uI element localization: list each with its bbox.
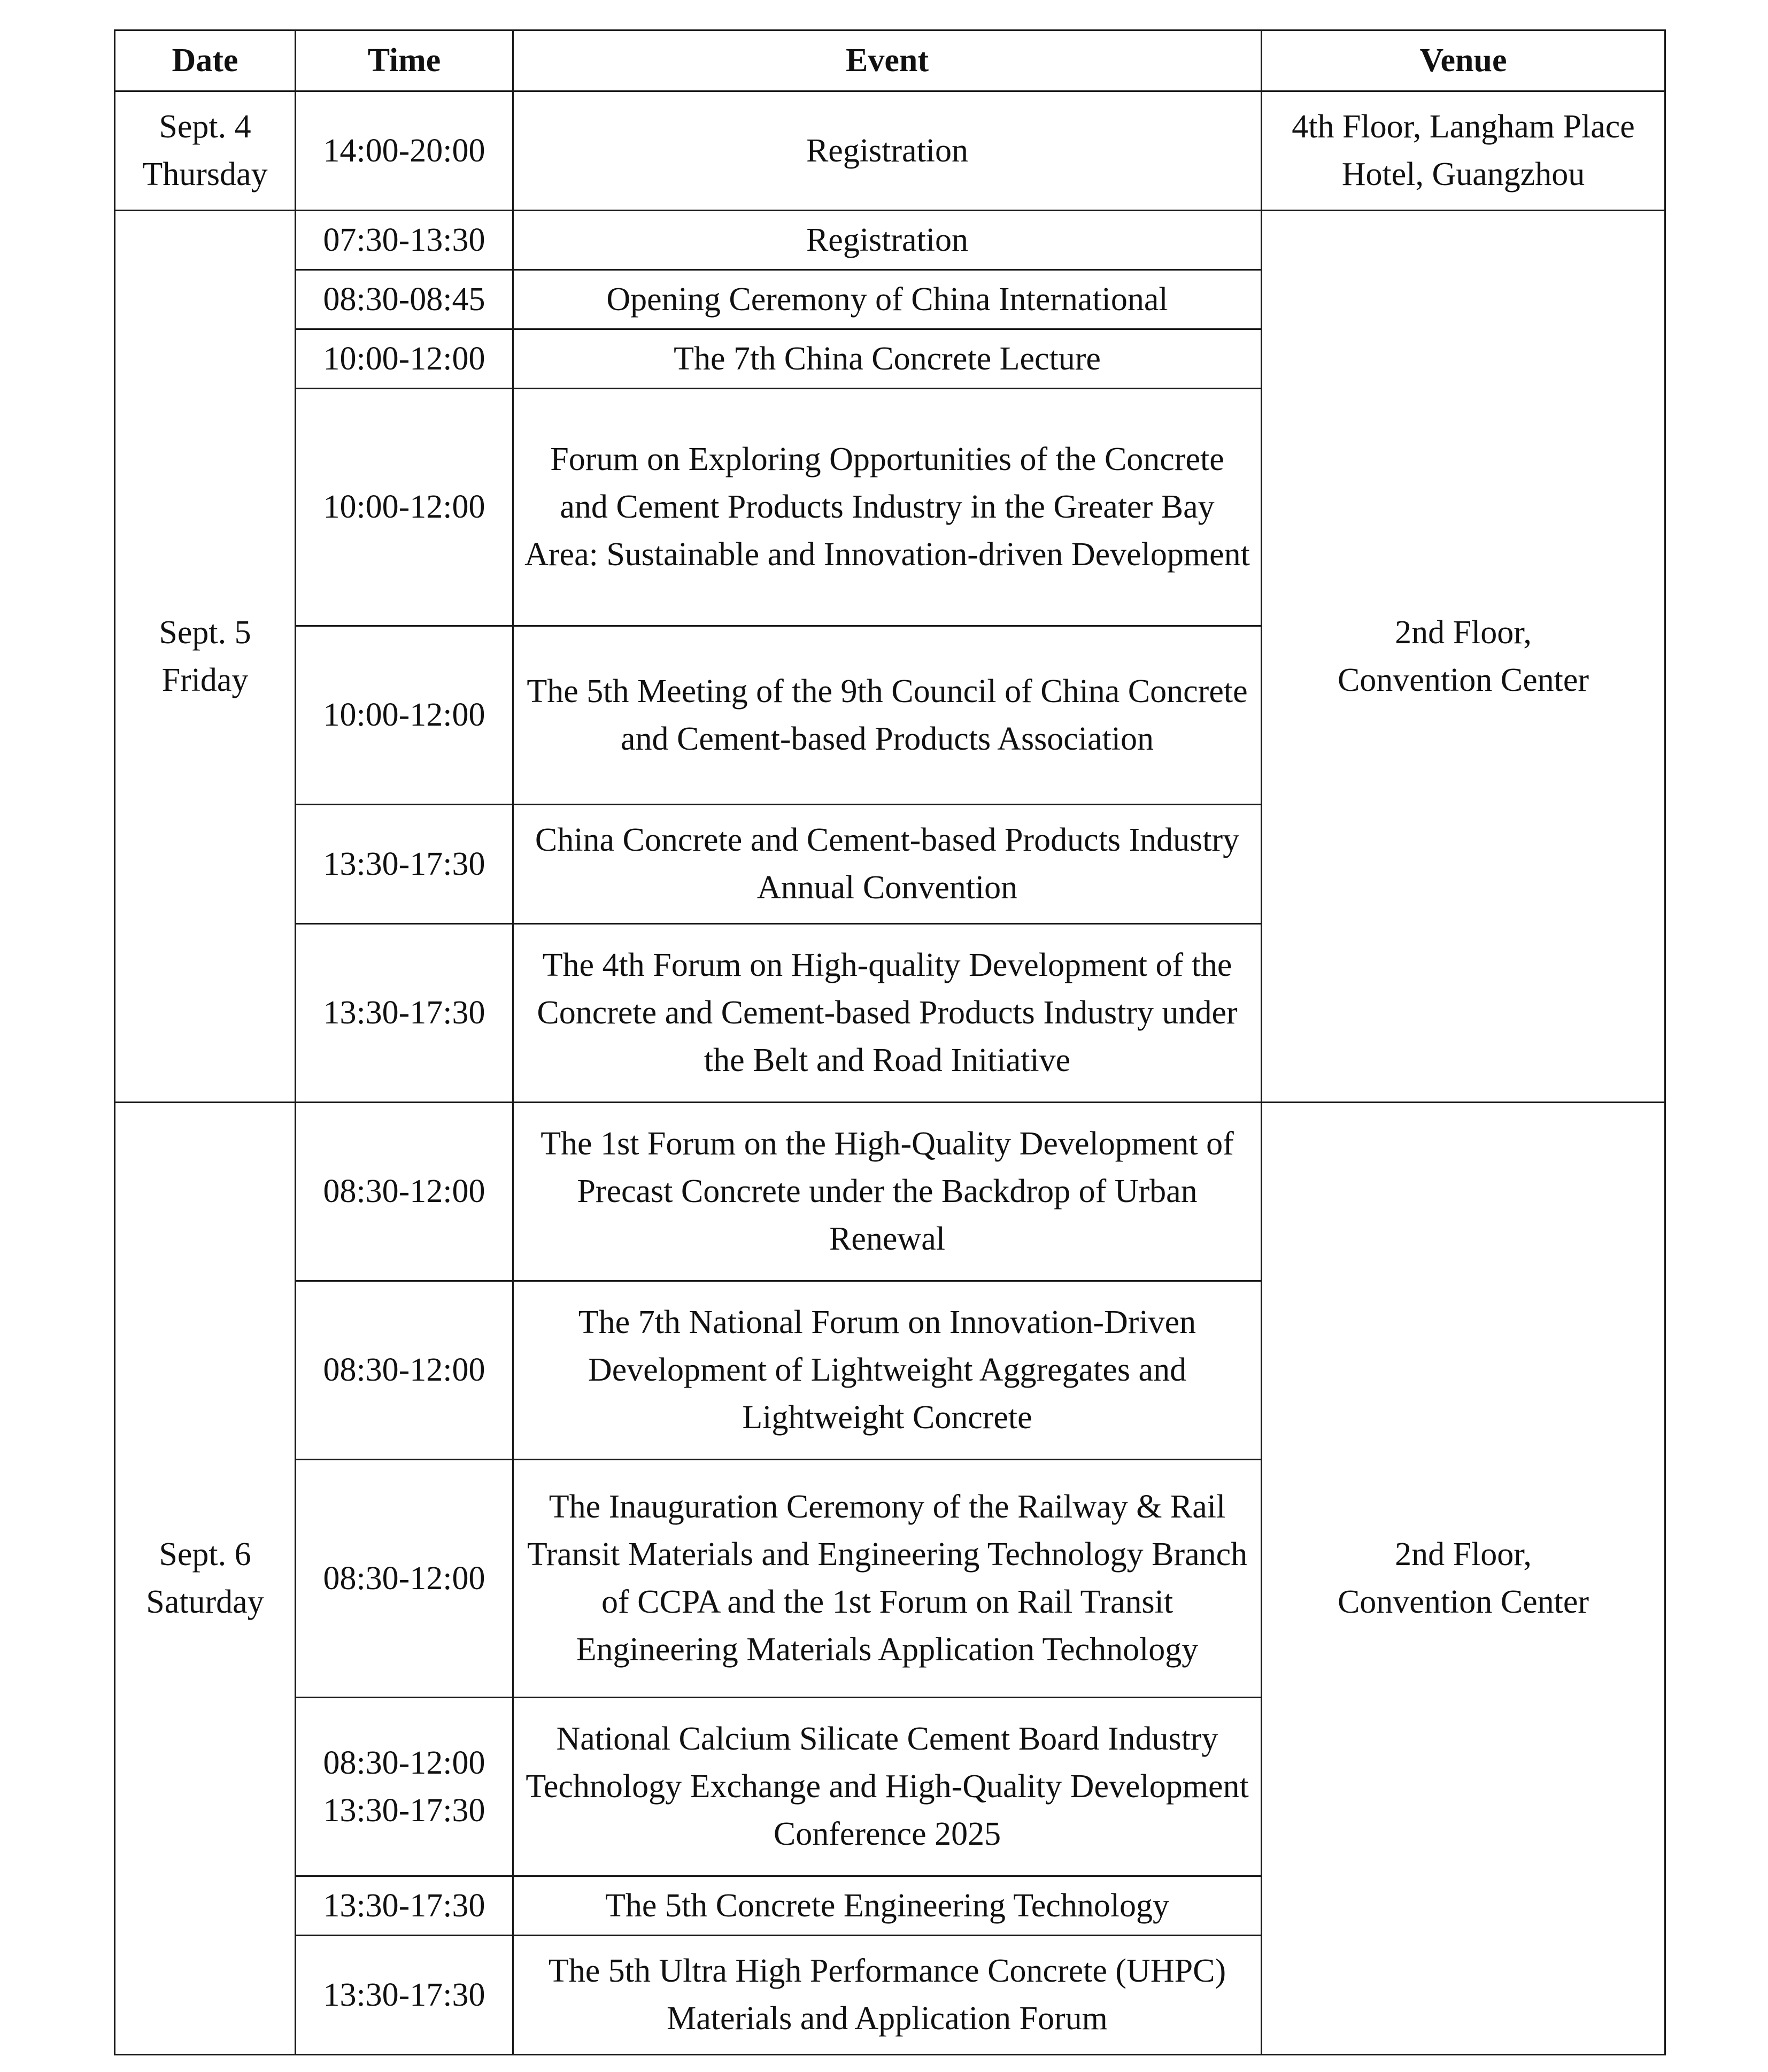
event-cell: Registration [513,91,1262,211]
time-cell: 10:00-12:00 [296,389,513,626]
time-cell: 08:30-12:00 [296,1103,513,1281]
table-row [115,1103,1665,1281]
header-row [115,30,1665,91]
event-cell: Opening Ceremony of China International [513,270,1262,329]
time-cell: 08:30-12:00 [296,1460,513,1698]
time-cell: 08:30-12:00 13:30-17:30 [296,1698,513,1876]
time-cell: 13:30-17:30 [296,924,513,1103]
time-cell: 08:30-12:00 [296,1281,513,1460]
schedule-table [114,29,1666,2055]
event-cell: Registration [513,211,1262,270]
event-cell: The 4th Forum on High-quality Development of the Concrete and Cement-based Products Industry under the Belt and Road Initiative [513,924,1262,1103]
header-date: Date [115,30,296,91]
venue-cell: 4th Floor, Langham Place Hotel, Guangzhou [1262,91,1665,211]
table-row [115,211,1665,270]
table-row [115,91,1665,211]
header-venue: Venue [1262,30,1665,91]
event-cell: The 5th Concrete Engineering Technology [513,1876,1262,1936]
date-cell: Sept. 6 Saturday [115,1103,296,2055]
event-cell: The 7th China Concrete Lecture [513,329,1262,389]
date-cell: Sept. 4 Thursday [115,91,296,211]
time-cell: 08:30-08:45 [296,270,513,329]
header-time: Time [296,30,513,91]
event-cell: The 5th Meeting of the 9th Council of China Concrete and Cement-based Products Association [513,626,1262,805]
time-cell: 13:30-17:30 [296,1876,513,1936]
time-cell: 10:00-12:00 [296,329,513,389]
event-cell: Forum on Exploring Opportunities of the Concrete and Cement Products Industry in the Greater Bay Area: Sustainable and Innovation-driven Development [513,389,1262,626]
event-cell: National Calcium Silicate Cement Board Industry Technology Exchange and High-Quality Development Conference 2025 [513,1698,1262,1876]
event-cell: The Inauguration Ceremony of the Railway & Rail Transit Materials and Engineering Technology Branch of CCPA and the 1st Forum on Rail Transit Engineering Materials Application Technology [513,1460,1262,1698]
event-cell: China Concrete and Cement-based Products Industry Annual Convention [513,805,1262,924]
time-cell: 14:00-20:00 [296,91,513,211]
venue-cell: 2nd Floor, Convention Center [1262,211,1665,1103]
event-cell: The 7th National Forum on Innovation-Driven Development of Lightweight Aggregates and Lightweight Concrete [513,1281,1262,1460]
event-cell: The 5th Ultra High Performance Concrete (UHPC) Materials and Application Forum [513,1936,1262,2055]
event-cell: The 1st Forum on the High-Quality Development of Precast Concrete under the Backdrop of Urban Renewal [513,1103,1262,1281]
header-event: Event [513,30,1262,91]
time-cell: 07:30-13:30 [296,211,513,270]
venue-cell: 2nd Floor, Convention Center [1262,1103,1665,2055]
date-cell: Sept. 5 Friday [115,211,296,1103]
time-cell: 13:30-17:30 [296,805,513,924]
time-cell: 13:30-17:30 [296,1936,513,2055]
time-cell: 10:00-12:00 [296,626,513,805]
